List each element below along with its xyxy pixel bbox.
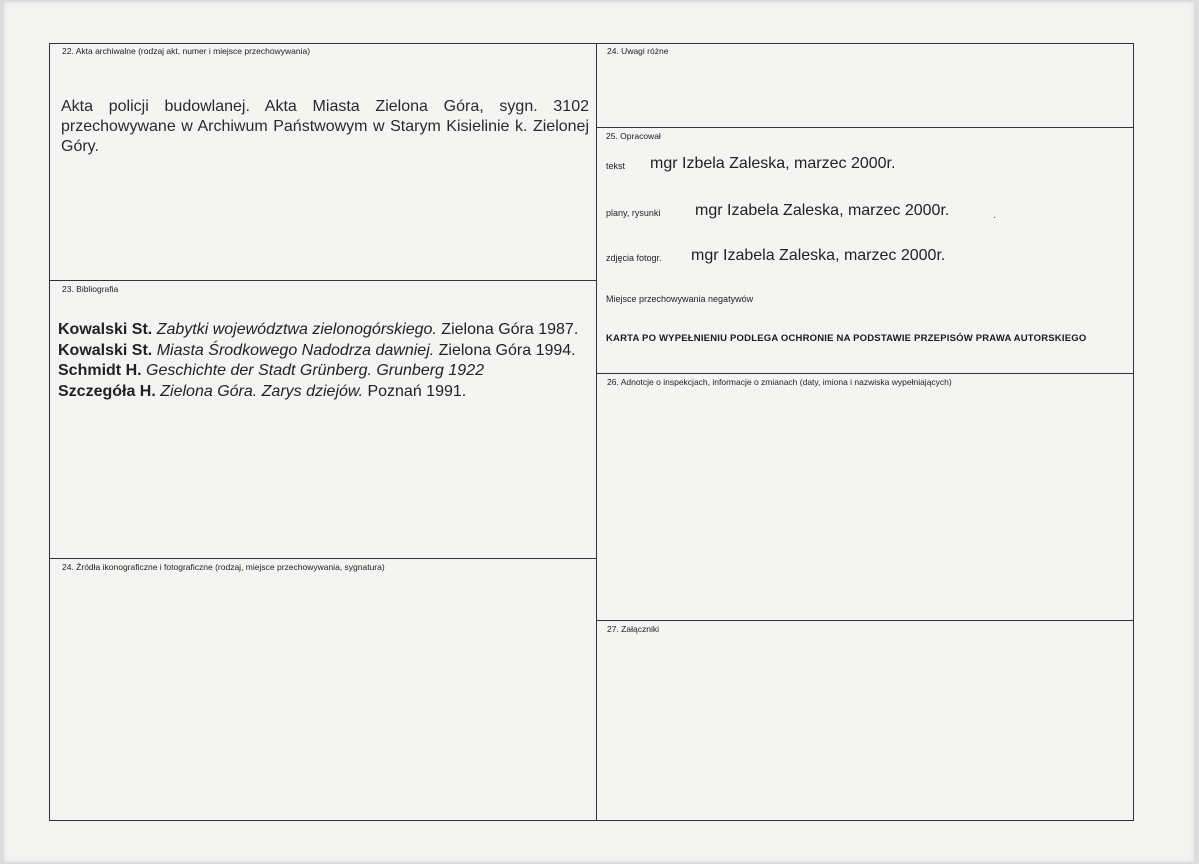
photos-author-value: mgr Izabela Zaleska, marzec 2000r. xyxy=(691,247,946,264)
negatives-location-label: Miejsce przechowywania negatywów xyxy=(606,294,754,304)
bib-title: Zabytki województwa zielonogórskiego. xyxy=(156,321,437,338)
section-22-label: 22. Akta archiwalne (rodzaj akt, numer i miejsce przechowywania) xyxy=(62,46,311,56)
text-author-value: mgr Izbela Zaleska, marzec 2000r. xyxy=(650,155,896,172)
section-23-label: 23. Bibliografia xyxy=(62,284,119,294)
bib-author: Kowalski St. xyxy=(58,321,153,338)
copyright-notice: KARTA PO WYPEŁNIENIU PODLEGA OCHRONIE NA PODSTAWIE PRZEPISÓW PRAWA AUTORSKIEGO xyxy=(606,333,1087,344)
bibliography-entry xyxy=(58,382,588,403)
section-26-label: 26. Adnotcje o inspekcjach, informacje o zmianach (daty, imiona i nazwiska wypełniających) xyxy=(607,377,952,387)
section-25-label: 25. Opracował xyxy=(606,131,661,141)
bib-publication: Zielona Góra 1994. xyxy=(434,341,576,359)
bib-author: Szczegóła H. xyxy=(58,382,156,400)
bib-title: Miasta Środkowego Nadodrza dawniej. xyxy=(156,341,435,359)
bibliography-entry xyxy=(58,341,588,362)
bibliography-list xyxy=(58,320,588,402)
stray-mark: · xyxy=(993,212,997,223)
box-iconographic-sources xyxy=(49,558,597,821)
bib-title: Geschichte der Stadt Grünberg. Grunberg 1922 xyxy=(146,362,484,379)
photos-author-label: zdjęcia fotogr. xyxy=(606,253,662,263)
bib-author: Schmidt H. xyxy=(58,362,142,379)
box-archival-records xyxy=(49,43,597,281)
section-27-label: 27. Załączniki xyxy=(607,624,659,634)
bib-publication: Poznań 1991. xyxy=(363,382,467,400)
section-24-remarks-label: 24. Uwagi różne xyxy=(607,46,669,56)
bib-publication: Zielona Góra 1987. xyxy=(436,321,579,338)
drawings-author-value: mgr Izabela Zaleska, marzec 2000r. xyxy=(695,202,950,219)
bib-title: Zielona Góra. Zarys dziejów. xyxy=(160,382,364,400)
box-remarks xyxy=(596,43,1134,128)
text-author-label: tekst xyxy=(606,161,626,171)
bibliography-entry xyxy=(58,361,588,382)
bib-author: Kowalski St. xyxy=(58,341,153,359)
bibliography-entry xyxy=(58,320,588,341)
box-inspection-notes xyxy=(596,373,1134,621)
drawings-author-label: plany, rysunki xyxy=(606,208,661,218)
section-24-sources-label: 24. Źródła ikonograficzne i fotograficzne (rodzaj, miejsce przechowywania, sygnatura) xyxy=(62,562,385,572)
archival-records-text: Akta policji budowlanej. Akta Miasta Zielona Góra, sygn. 3102 przechowywane w Archiwum Państwowym w Starym Kisielinie k. Zielonej Góry. xyxy=(61,98,589,155)
box-attachments xyxy=(596,620,1134,821)
